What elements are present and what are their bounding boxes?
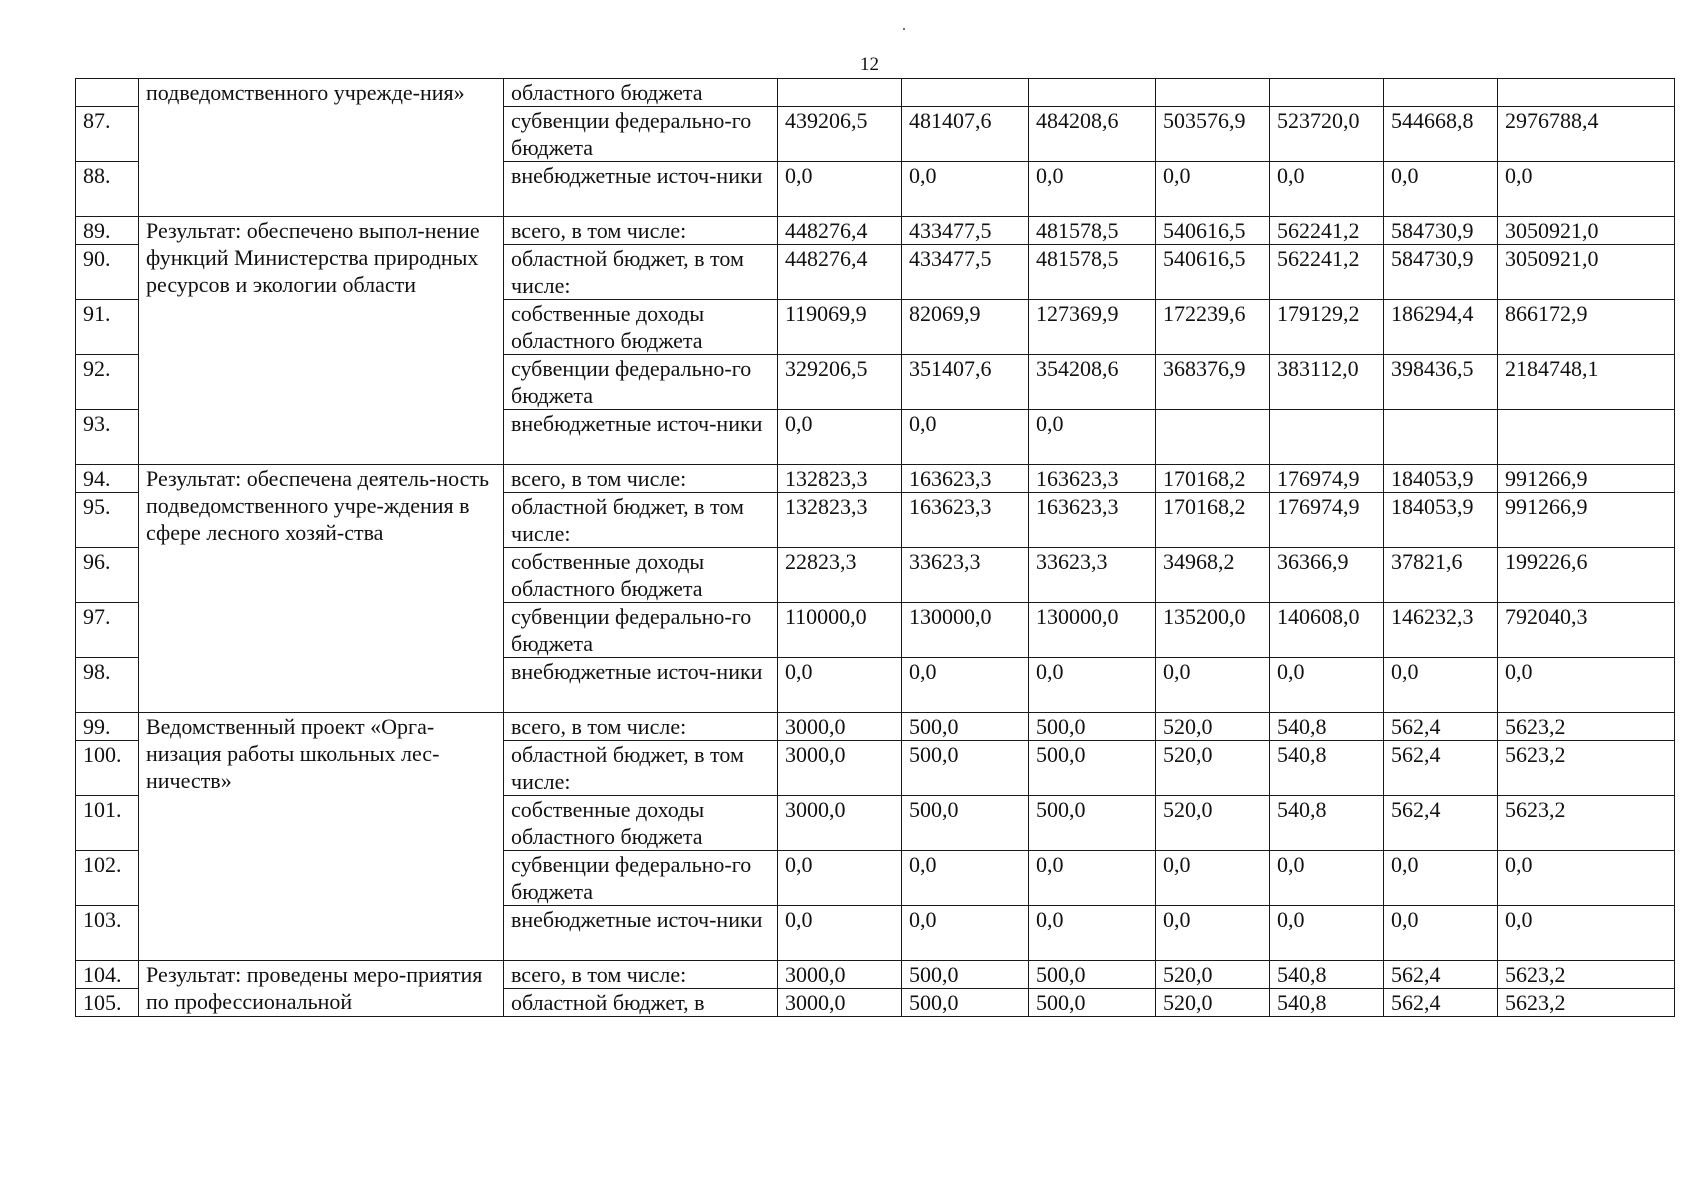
value-cell: 0,0 <box>778 906 902 961</box>
value-cell: 127369,9 <box>1029 300 1156 355</box>
value-cell: 3000,0 <box>778 961 902 989</box>
value-cell: 5623,2 <box>1498 741 1675 796</box>
value-cell: 520,0 <box>1156 741 1270 796</box>
budget-table <box>75 78 1675 1017</box>
value-cell: 5623,2 <box>1498 713 1675 741</box>
value-cell <box>1384 410 1498 465</box>
value-cell: 433477,5 <box>902 245 1029 300</box>
value-cell: 500,0 <box>902 989 1029 1017</box>
value-cell: 5623,2 <box>1498 961 1675 989</box>
value-cell: 0,0 <box>902 851 1029 906</box>
group-description: Результат: обеспечено выпол-нение функций Министерства природных ресурсов и экологии области <box>139 217 504 465</box>
value-cell <box>1156 410 1270 465</box>
value-cell: 34968,2 <box>1156 548 1270 603</box>
value-cell: 22823,3 <box>778 548 902 603</box>
value-cell: 184053,9 <box>1384 493 1498 548</box>
value-cell: 0,0 <box>1156 162 1270 217</box>
value-cell: 540,8 <box>1270 713 1384 741</box>
value-cell: 0,0 <box>778 851 902 906</box>
value-cell: 448276,4 <box>778 245 902 300</box>
value-cell: 562,4 <box>1384 961 1498 989</box>
value-cell: 0,0 <box>1384 658 1498 713</box>
value-cell: 540616,5 <box>1156 245 1270 300</box>
value-cell: 186294,4 <box>1384 300 1498 355</box>
value-cell: 500,0 <box>902 713 1029 741</box>
funding-source: внебюджетные источ-ники <box>504 658 778 713</box>
value-cell: 448276,4 <box>778 217 902 245</box>
group-description: Результат: проведены меро-приятия по профессиональной <box>139 961 504 1017</box>
value-cell: 172239,6 <box>1156 300 1270 355</box>
funding-source: субвенции федерально-го бюджета <box>504 107 778 162</box>
value-cell: 3000,0 <box>778 741 902 796</box>
value-cell: 3050921,0 <box>1498 245 1675 300</box>
row-number: 89. <box>76 217 139 245</box>
value-cell: 3000,0 <box>778 989 902 1017</box>
value-cell <box>902 79 1029 107</box>
value-cell: 520,0 <box>1156 961 1270 989</box>
value-cell: 0,0 <box>778 658 902 713</box>
value-cell: 520,0 <box>1156 796 1270 851</box>
value-cell: 0,0 <box>902 410 1029 465</box>
value-cell: 0,0 <box>902 658 1029 713</box>
value-cell: 5623,2 <box>1498 989 1675 1017</box>
value-cell: 0,0 <box>1156 658 1270 713</box>
value-cell: 146232,3 <box>1384 603 1498 658</box>
group-description: Ведомственный проект «Орга-низация работы школьных лес-ничеств» <box>139 713 504 961</box>
value-cell: 0,0 <box>1029 906 1156 961</box>
value-cell: 562,4 <box>1384 741 1498 796</box>
row-number: 87. <box>76 107 139 162</box>
value-cell: 0,0 <box>1498 906 1675 961</box>
value-cell: 140608,0 <box>1270 603 1384 658</box>
value-cell: 433477,5 <box>902 217 1029 245</box>
value-cell: 2976788,4 <box>1498 107 1675 162</box>
value-cell: 170168,2 <box>1156 493 1270 548</box>
row-number: 92. <box>76 355 139 410</box>
value-cell: 481407,6 <box>902 107 1029 162</box>
row-number: 105. <box>76 989 139 1017</box>
value-cell: 368376,9 <box>1156 355 1270 410</box>
value-cell: 329206,5 <box>778 355 902 410</box>
value-cell: 163623,3 <box>902 493 1029 548</box>
value-cell: 33623,3 <box>1029 548 1156 603</box>
value-cell: 481578,5 <box>1029 245 1156 300</box>
value-cell: 184053,9 <box>1384 465 1498 493</box>
row-number: 100. <box>76 741 139 796</box>
value-cell <box>1270 410 1384 465</box>
funding-source: собственные доходы областного бюджета <box>504 548 778 603</box>
value-cell: 500,0 <box>902 961 1029 989</box>
value-cell <box>1156 79 1270 107</box>
scan-artifact <box>903 28 905 30</box>
row-number: 91. <box>76 300 139 355</box>
value-cell: 584730,9 <box>1384 217 1498 245</box>
value-cell: 0,0 <box>1498 851 1675 906</box>
value-cell: 562241,2 <box>1270 217 1384 245</box>
row-number: 104. <box>76 961 139 989</box>
funding-source: собственные доходы областного бюджета <box>504 300 778 355</box>
funding-source: областной бюджет, в том числе: <box>504 493 778 548</box>
value-cell: 500,0 <box>1029 713 1156 741</box>
value-cell <box>1270 79 1384 107</box>
table-row <box>76 217 1675 245</box>
value-cell: 481578,5 <box>1029 217 1156 245</box>
value-cell: 3050921,0 <box>1498 217 1675 245</box>
value-cell: 439206,5 <box>778 107 902 162</box>
value-cell: 500,0 <box>1029 796 1156 851</box>
funding-source: субвенции федерально-го бюджета <box>504 603 778 658</box>
table-row <box>76 465 1675 493</box>
value-cell: 37821,6 <box>1384 548 1498 603</box>
row-number: 103. <box>76 906 139 961</box>
row-number: 96. <box>76 548 139 603</box>
value-cell: 2184748,1 <box>1498 355 1675 410</box>
value-cell: 523720,0 <box>1270 107 1384 162</box>
funding-source: всего, в том числе: <box>504 465 778 493</box>
value-cell: 866172,9 <box>1498 300 1675 355</box>
value-cell: 500,0 <box>902 796 1029 851</box>
row-number: 98. <box>76 658 139 713</box>
value-cell: 0,0 <box>1384 851 1498 906</box>
value-cell: 3000,0 <box>778 796 902 851</box>
value-cell: 82069,9 <box>902 300 1029 355</box>
value-cell: 0,0 <box>1029 658 1156 713</box>
funding-source: областной бюджет, в том числе: <box>504 245 778 300</box>
group-description: Результат: обеспечена деятель-ность подведомственного учре-ждения в сфере лесного хозяй-ства <box>139 465 504 713</box>
value-cell: 0,0 <box>1029 162 1156 217</box>
value-cell: 792040,3 <box>1498 603 1675 658</box>
value-cell: 500,0 <box>1029 961 1156 989</box>
page-number: 12 <box>860 54 879 75</box>
row-number: 95. <box>76 493 139 548</box>
row-number: 99. <box>76 713 139 741</box>
value-cell: 520,0 <box>1156 989 1270 1017</box>
row-number <box>76 79 139 107</box>
value-cell: 544668,8 <box>1384 107 1498 162</box>
row-number: 88. <box>76 162 139 217</box>
value-cell: 562241,2 <box>1270 245 1384 300</box>
value-cell <box>1029 79 1156 107</box>
funding-source: областного бюджета <box>504 79 778 107</box>
table-row <box>76 961 1675 989</box>
value-cell: 0,0 <box>1498 658 1675 713</box>
value-cell: 0,0 <box>1270 162 1384 217</box>
value-cell: 0,0 <box>1029 410 1156 465</box>
funding-source: внебюджетные источ-ники <box>504 162 778 217</box>
funding-source: всего, в том числе: <box>504 961 778 989</box>
value-cell <box>1384 79 1498 107</box>
value-cell: 132823,3 <box>778 493 902 548</box>
value-cell: 0,0 <box>778 162 902 217</box>
value-cell: 0,0 <box>778 410 902 465</box>
funding-source: внебюджетные источ-ники <box>504 906 778 961</box>
value-cell: 176974,9 <box>1270 465 1384 493</box>
funding-source: всего, в том числе: <box>504 713 778 741</box>
table-row <box>76 79 1675 107</box>
value-cell: 199226,6 <box>1498 548 1675 603</box>
value-cell: 179129,2 <box>1270 300 1384 355</box>
value-cell: 351407,6 <box>902 355 1029 410</box>
funding-source: внебюджетные источ-ники <box>504 410 778 465</box>
value-cell: 119069,9 <box>778 300 902 355</box>
value-cell: 540,8 <box>1270 741 1384 796</box>
row-number: 90. <box>76 245 139 300</box>
value-cell: 562,4 <box>1384 713 1498 741</box>
value-cell: 163623,3 <box>1029 493 1156 548</box>
value-cell: 991266,9 <box>1498 465 1675 493</box>
value-cell: 520,0 <box>1156 713 1270 741</box>
value-cell: 500,0 <box>902 741 1029 796</box>
value-cell: 130000,0 <box>1029 603 1156 658</box>
value-cell: 500,0 <box>1029 989 1156 1017</box>
value-cell: 398436,5 <box>1384 355 1498 410</box>
row-number: 97. <box>76 603 139 658</box>
value-cell: 176974,9 <box>1270 493 1384 548</box>
row-number: 93. <box>76 410 139 465</box>
value-cell: 0,0 <box>902 906 1029 961</box>
value-cell: 33623,3 <box>902 548 1029 603</box>
value-cell: 540,8 <box>1270 989 1384 1017</box>
value-cell <box>778 79 902 107</box>
value-cell: 0,0 <box>902 162 1029 217</box>
value-cell: 130000,0 <box>902 603 1029 658</box>
funding-source: всего, в том числе: <box>504 217 778 245</box>
value-cell: 0,0 <box>1384 162 1498 217</box>
funding-source: субвенции федерально-го бюджета <box>504 355 778 410</box>
value-cell: 0,0 <box>1029 851 1156 906</box>
funding-source: собственные доходы областного бюджета <box>504 796 778 851</box>
value-cell: 500,0 <box>1029 741 1156 796</box>
funding-source: областной бюджет, в <box>504 989 778 1017</box>
value-cell: 0,0 <box>1270 851 1384 906</box>
budget-table-body <box>76 79 1675 1017</box>
value-cell: 383112,0 <box>1270 355 1384 410</box>
value-cell: 0,0 <box>1156 906 1270 961</box>
value-cell: 354208,6 <box>1029 355 1156 410</box>
value-cell: 503576,9 <box>1156 107 1270 162</box>
value-cell: 0,0 <box>1270 658 1384 713</box>
value-cell: 0,0 <box>1384 906 1498 961</box>
table-row <box>76 713 1675 741</box>
value-cell: 5623,2 <box>1498 796 1675 851</box>
value-cell: 163623,3 <box>1029 465 1156 493</box>
group-description: подведомственного учрежде-ния» <box>139 79 504 217</box>
value-cell: 540,8 <box>1270 961 1384 989</box>
value-cell: 110000,0 <box>778 603 902 658</box>
funding-source: субвенции федерально-го бюджета <box>504 851 778 906</box>
value-cell: 584730,9 <box>1384 245 1498 300</box>
value-cell: 562,4 <box>1384 796 1498 851</box>
value-cell: 163623,3 <box>902 465 1029 493</box>
value-cell: 0,0 <box>1156 851 1270 906</box>
value-cell: 562,4 <box>1384 989 1498 1017</box>
value-cell: 36366,9 <box>1270 548 1384 603</box>
value-cell: 540616,5 <box>1156 217 1270 245</box>
value-cell: 132823,3 <box>778 465 902 493</box>
value-cell: 540,8 <box>1270 796 1384 851</box>
value-cell: 0,0 <box>1498 162 1675 217</box>
row-number: 102. <box>76 851 139 906</box>
value-cell: 0,0 <box>1270 906 1384 961</box>
value-cell <box>1498 79 1675 107</box>
value-cell: 3000,0 <box>778 713 902 741</box>
funding-source: областной бюджет, в том числе: <box>504 741 778 796</box>
value-cell: 170168,2 <box>1156 465 1270 493</box>
row-number: 101. <box>76 796 139 851</box>
value-cell: 135200,0 <box>1156 603 1270 658</box>
value-cell: 484208,6 <box>1029 107 1156 162</box>
value-cell: 991266,9 <box>1498 493 1675 548</box>
value-cell <box>1498 410 1675 465</box>
row-number: 94. <box>76 465 139 493</box>
